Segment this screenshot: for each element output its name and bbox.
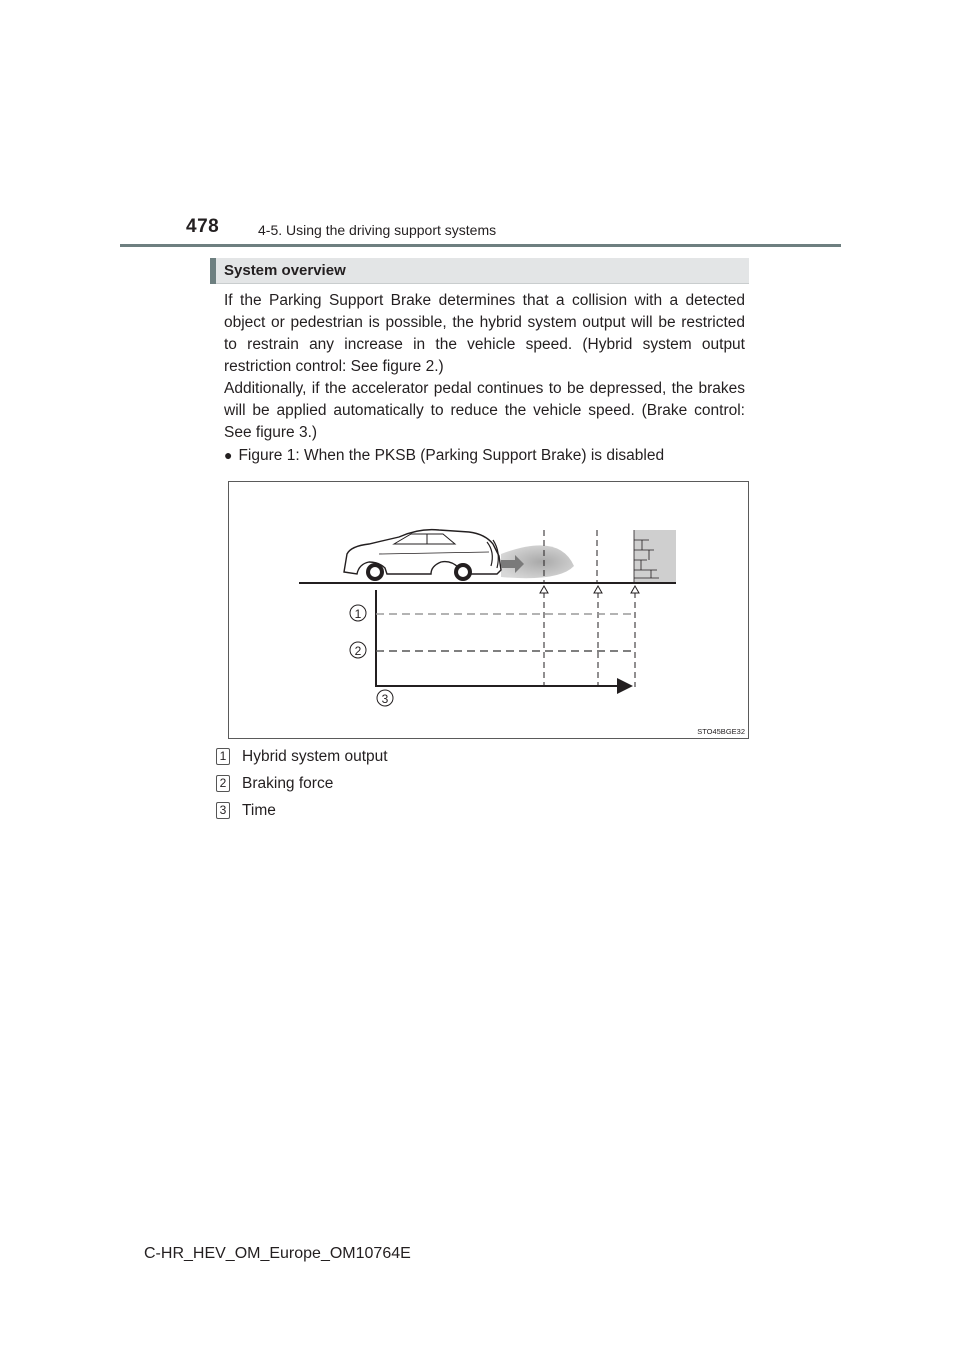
callout-1 — [350, 605, 366, 621]
callout-3 — [377, 690, 393, 706]
header-rule — [120, 244, 841, 247]
section-title: 4-5. Using the driving support systems — [258, 222, 497, 238]
car-icon — [344, 530, 501, 581]
system-overview-heading — [210, 258, 749, 284]
legend-text: Time — [242, 802, 276, 819]
figure-bullet — [224, 444, 745, 467]
figure-1 — [228, 481, 749, 739]
paragraph-1: If the Parking Support Brake determines that a collision with a detected object or pedestrian is possible, the hybrid system output will be restricted to restrain any increase in the vehicle speed. (Hybrid system output restriction control: See figure 2.) — [224, 292, 745, 375]
document-footer: C-HR_HEV_OM_Europe_OM10764E — [144, 1245, 411, 1262]
legend-text: Hybrid system output — [242, 748, 388, 765]
callout-1-label: 1 — [354, 607, 362, 621]
figure-code: STO45BGE32 — [697, 727, 745, 736]
legend-number: 2 — [216, 775, 230, 792]
callout-2 — [350, 642, 366, 658]
paragraph-2: Additionally, if the accelerator pedal continues to be depressed, the brakes will be applied automatically to reduce the vehicle speed. (Brake control: See figure 3.) — [224, 380, 745, 441]
page-number: 478 — [186, 216, 220, 237]
legend-text: Braking force — [242, 775, 334, 792]
heading-label: System overview — [224, 262, 346, 279]
callout-2-label: 2 — [354, 644, 362, 658]
body-text — [224, 290, 745, 444]
legend-number: 1 — [216, 748, 230, 765]
figure-illustration — [229, 482, 750, 740]
wall-icon — [634, 530, 676, 584]
callout-3-label: 3 — [381, 692, 389, 706]
bullet-text: Figure 1: When the PKSB (Parking Support Brake) is disabled — [238, 447, 665, 464]
legend-number: 3 — [216, 802, 230, 819]
heading-accent-bar — [210, 258, 216, 284]
bullet-dot-icon: ● — [224, 447, 233, 463]
event-markers — [540, 586, 639, 593]
